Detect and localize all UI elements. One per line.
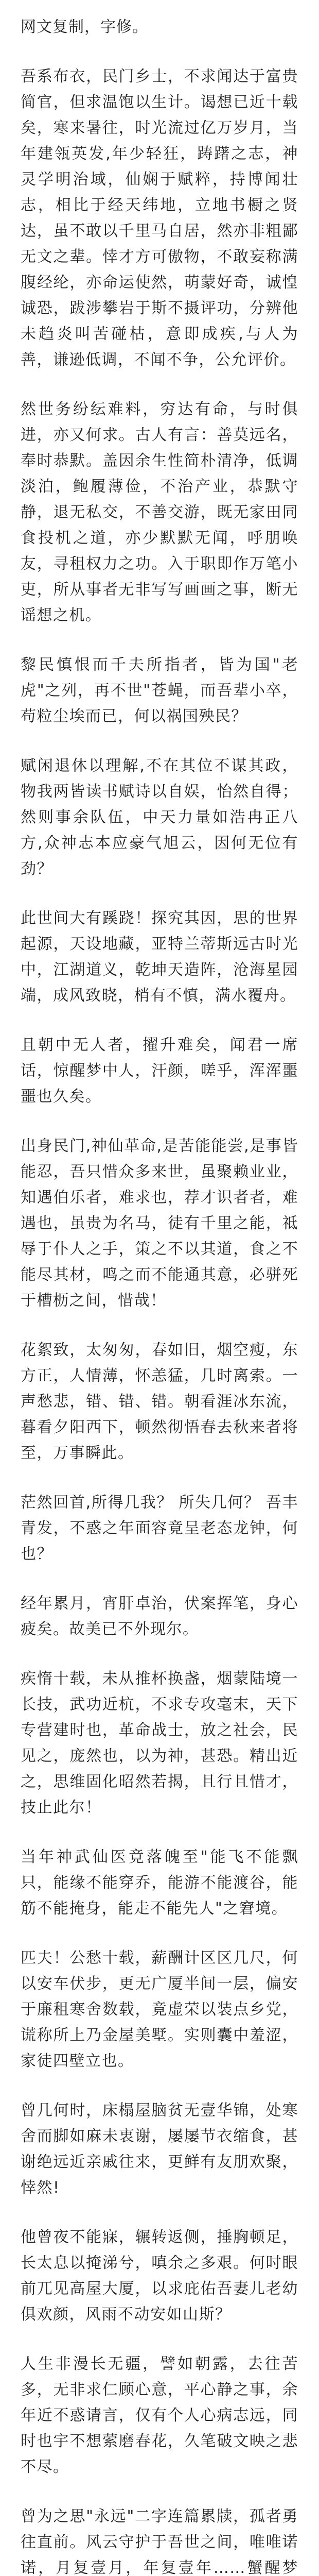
paragraph-15: 他曾夜不能寐，辗转返侧，捶胸顿足，长太息以掩涕兮，嗔余之多艰。何时眼前兀见高屋大厦，以求庇佑吾妻儿老幼俱欢颜，风雨不动安如山斯？ bbox=[21, 2228, 298, 2324]
paragraph-7: 出身民门,神仙革命,是苦能能尝,是事皆能忍，吾只惜众多来世，虽聚赖业业，知遇伯乐者，难求也，荐才识者者，难遇也，虽贵为名马，徒有千里之能，祗辱于仆人之手，策之不以其道，食之不能尽其材，鸣之而不能通其意，必骈死于槽枥之间，惜哉！ bbox=[21, 1137, 298, 1310]
paragraph-5: 此世间大有蹊跷！探究其因，思的世界起源，天设地藏，亚特兰蒂斯远古时光中，江湖道义，乾坤天造阵，沧海星园端，成风致晓，梢有不慎，满水覆舟。 bbox=[21, 909, 298, 1005]
paragraph-14: 曾几何时，床榻屋脑贫无壹华锦，处寒舍而脚如麻未衷谢，屡屡节衣缩食，甚谢绝远近亲戚往来，更鲜有友朋欢聚，悻然! bbox=[21, 2102, 298, 2197]
copy-note: 网文复制，字修。 bbox=[21, 18, 148, 36]
paragraph-1: 吾系布衣，民门乡士，不求闻达于富贵简官，但求温饱以生计。谒想已近十载矣，寒来暑往，时光流过亿万岁月，当年建瓴英发,年少轻狂，踌躇之志，神灵学明治域，仙娴于赋粹，持博闻壮志，相比于经天纬地，立地书橱之贤达，虽不敢以千里马自居，然亦非粗鄙无文之辈。悻才方可傲物，不敢妄称满腹经纶，亦命运使然，萌蒙好奇，诚惶诚恐，跋涉攀岩于斯不摄评功，分辨他未趋炎叫苦碰枯，意即成疾,与人为善，谦逊低调，不闻不争，公允评价。 bbox=[21, 67, 298, 369]
paragraph-16: 人生非漫长无疆，譬如朝露，去往苦多，无非求仁顾心意，平心静之事，余年近不惑请言，仅有个人心病志远，同时也宇不想萦磨春花，久笔破文映之悲不尽。 bbox=[21, 2355, 298, 2476]
paragraph-12: 当年神武仙医竟落魄至"能飞不能飘只，能缘不能穿乔，能游不能渡谷，能筋不能掩身，能走不能先人"之窘境。 bbox=[21, 1848, 298, 1918]
paragraph-10: 经年累月，宵肝卓治，伏案挥笔，身心疲矣。故美已不外现尔。 bbox=[21, 1595, 298, 1638]
paragraph-9: 茫然回首,所得几我？ 所失几何？ 吾丰青发，不惑之年面容竟呈老态龙钟，何也？ bbox=[21, 1494, 298, 1563]
paragraph-17: 曾为之思"永远"二字连篇累牍，孤者勇往直前。风云守护于吾世之间，唯唯诺诺，月复壹月，年复壹年……蟹醒梦 bbox=[21, 2507, 298, 2576]
paragraph-4: 赋闲退休以理解,不在其位不谋其政，物我两皆读书赋诗以自娱，怡然自得；然则事余队伍，中天力量如浩冉正八方,众神志本应豪气旭云，因何无位有劲？ bbox=[21, 757, 298, 878]
paragraph-8: 花絮致，太匆匆，春如旧，烟空瘦，东方正，人情薄，怀恙猛，几时离索。一声愁悲，错、错、错。朝看涯冰东流，暮看夕阳西下，顿然彻悟春去秋来者将至，万事瞬此。 bbox=[21, 1341, 298, 1462]
paragraph-3: 黎民慎恨而千夫所指者，皆为国"老虎"之列，再不世"苍蝇，而吾辈小卒，苟粒尘埃而已，何以祸国殃民？ bbox=[21, 656, 298, 725]
paragraph-11: 疾惰十载，未从推杯换盏，烟蒙陆境一长技，武功近杭，不求专攻毫末，天下专营建时也，革命战士，放之社会，民见之，庞然也，以为神，甚恐。精出近之，思维固化昭然若揭，且行且惜才，技止此尔！ bbox=[21, 1670, 298, 1817]
paragraph-6: 且朝中无人者，擢升难矣，闻君一席话，惊醒梦中人，汗颜，嗟乎，浑浑噩噩也久矣。 bbox=[21, 1036, 298, 1106]
paragraph-2: 然世务纷纭难料，穷达有命，与时俱进，亦又何求。古人有言：善莫远名，奉时恭默。盖因余生性简朴清净，低调淡泊，鲍履薄俭，不治产业，恭默守静，退无私交，不善交游，既无家田同食投机之道，亦少默默无闻，呼朋唤友，寻租权力之功。入于职即作万笔小吏，所从事者无非写写画画之事，断无谣想之机。 bbox=[21, 400, 298, 624]
paragraph-13: 匹夫！公愁十载，薪酬计区区几尺，何以安车伏步，更无广厦半间一层，偏安于廉租寒舍数载，竟虚荣以装点乡党，谎称所上乃金屋美墅。实则囊中羞涩，家徒四壁立也。 bbox=[21, 1949, 298, 2070]
